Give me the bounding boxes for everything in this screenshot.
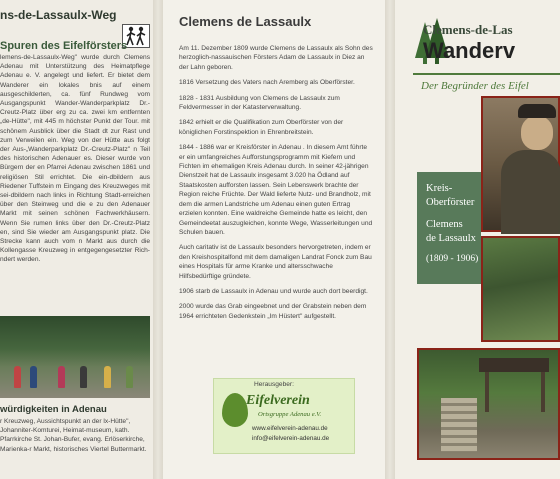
fold-line — [153, 0, 163, 479]
forest-photo — [481, 236, 560, 342]
title-rule — [413, 73, 560, 75]
hut-roof — [479, 358, 549, 372]
sights-heading: würdigkeiten in Adenau — [0, 404, 107, 415]
hiker-figure — [30, 366, 37, 388]
info-line: Clemens — [426, 219, 463, 230]
hut-post — [485, 372, 489, 412]
forester-info-box — [417, 172, 481, 284]
stone-stairs — [441, 398, 477, 452]
route-description: lemens-de-Lassaulx-Weg" wurde durch Clemens Adenau mit Unterstützung des Heimatpflege Adenau e. V. angelegt und liefert. Er bietet dem Wanderer ein lokales bnis auf einem ausgeschilderten, ca. fünf Rundweg vom Ausgangspunkt Wander-Wanderparkplatz Dr.-Creutz-Platz über erg zu ca. zwei km entfernten „de-Hütte", mit 445 m höchster Punkt der Tour. mit schönem Ausblick über die Stadt dt zur Rast und zum Verweilen ein. Weg von der Hütte aus folgt der Aus-„Wanderparkplatz Dr.-Creutz-Platz" n Teil des historischen Adenauer es. Dieser wurde von Bürgern der en Pfarrei Adenau zwischen 1861 und religiösen Stil errichtet. Die ein-dbildern aus Riedener Tuffstein m Eingang des Kreuzweges mit sei-dbildern nach links in Richtung Stadt-erreichen über den Steinweg und die e zu den Adenauer Markt mit seinen schönen Fachwerkhäusern. Wenn Sie rumen links über den Dr.-Creutz-Platz en, sind Sie wieder am Ausgangspunkt platz. Die Strecke kann auch vom n Markt aus durch die Kollengasse Kreuzweg in entgegengesetzter Rich-ndert werden. — [0, 54, 150, 264]
portrait-body — [501, 150, 560, 234]
logo-subtitle: Ortsgruppe Adenau e.V. — [258, 411, 322, 418]
panel-cover — [395, 0, 560, 479]
cover-slogan: Der Begründer des Eifel — [421, 80, 529, 92]
hiker-figure — [14, 366, 21, 388]
biography-title: Clemens de Lassaulx — [179, 14, 312, 29]
section-subtitle: Spuren des Eifelförsters — [0, 40, 128, 52]
portrait-cap — [518, 104, 556, 118]
info-line: Oberförster — [426, 197, 475, 208]
publisher-logo-box — [213, 378, 355, 454]
leaf-icon — [222, 393, 248, 427]
biography-paragraph: 2000 wurde das Grab eingeebnet und der Grabstein neben dem 1964 errichteten Gedenkstein „Im Hüstert" aufgestellt. — [179, 303, 367, 320]
biography-paragraph: Am 11. Dezember 1809 wurde Clemens de Lassaulx als Sohn des herzoglich-nassauischen Försters Adam de Lassaulx in Diez an der Lahn geboren. — [179, 45, 373, 71]
panel-left — [0, 0, 153, 479]
hiker-figure — [58, 366, 65, 388]
biography-text — [179, 44, 374, 327]
hut-post — [541, 372, 545, 412]
info-years: (1809 - 1906) — [426, 254, 479, 264]
panel-middle — [163, 0, 385, 479]
fold-line — [385, 0, 395, 479]
hiker-figure — [126, 366, 133, 388]
biography-paragraph: Auch caritativ ist de Lassaulx besonders hervorgetreten, indem er den Kreishospitalfond mit dem damaligen Landrat Fonck zum Bau eines Hospitals für arme Kranke und altersschwache Hilfsbedürftige gründete. — [179, 244, 372, 280]
hiker-figure — [80, 366, 87, 388]
website-link[interactable]: www.eifelverein-adenau.de — [252, 425, 328, 432]
hiker-figure — [104, 366, 111, 388]
biography-paragraph: 1828 - 1831 Ausbildung von Clemens de Lassaulx zum Feldvermesser in der Katasterverwaltung. — [179, 94, 340, 112]
logo-name: Eifelverein — [246, 393, 310, 408]
cover-title-small: Clemens-de-Las — [423, 22, 513, 37]
forester-portrait-photo — [481, 96, 560, 232]
biography-paragraph: 1842 erhielt er die Qualifikation zum Oberförster von der königlichen Forstinspektion in Ehrenbreitstein. — [179, 119, 344, 136]
info-line: Kreis- — [426, 183, 453, 194]
biography-paragraph: 1906 starb de Lassaulx in Adenau und wurde auch dort beerdigt. — [179, 287, 368, 295]
biography-paragraph: 1816 Versetzung des Vaters nach Aremberg als Oberförster. — [179, 79, 355, 87]
email-link[interactable]: info@eifelverein-adenau.de — [252, 435, 330, 442]
info-line: de Lassaulx — [426, 233, 476, 244]
publisher-label: Herausgeber: — [254, 381, 294, 388]
sights-list: r Kreuzweg, Aussichtspunkt an der lx-Hütte", Johanniter-Komturei, Heimat-museum, kath. Pfarrkirche St. Johan-Bufer, evang. Erlöserkirche, Marienka-r Markt, historisches Viertel Buttermarkt. — [0, 418, 147, 453]
hiking-group-photo — [0, 316, 150, 398]
portrait-face — [521, 116, 553, 150]
cover-title-big: Wanderv — [423, 38, 516, 63]
panel-title: ns-de-Lassaulx-Weg — [0, 8, 117, 22]
biography-paragraph: 1844 - 1886 war er Kreisförster in Adenau . In diesem Amt führte er ein umfangreiches Aufforstungsprogramm mit Kiefern und Fichten im ehemaligen Kreis Adenau durch. In seiner 42-jährigen Dienstzeit hat de Lassaulx insgesamt 3.020 ha Ödland auf Staatskosten aufforsten lassen. Sein Lebenswerk brachte der Region reiche Früchte. Der Wald lieferte Nutz- und Brandholz, mit dem die armen Landstriche um Adenau einen guten Ertrag erzielen konnten. Eine waldreiche Gemeinde hatte es leicht, den Gemeindeetat auszugleichen, konnte Wege, Wasserleitungen und Schulen bauen. — [179, 144, 373, 236]
hut-photo — [417, 348, 560, 460]
